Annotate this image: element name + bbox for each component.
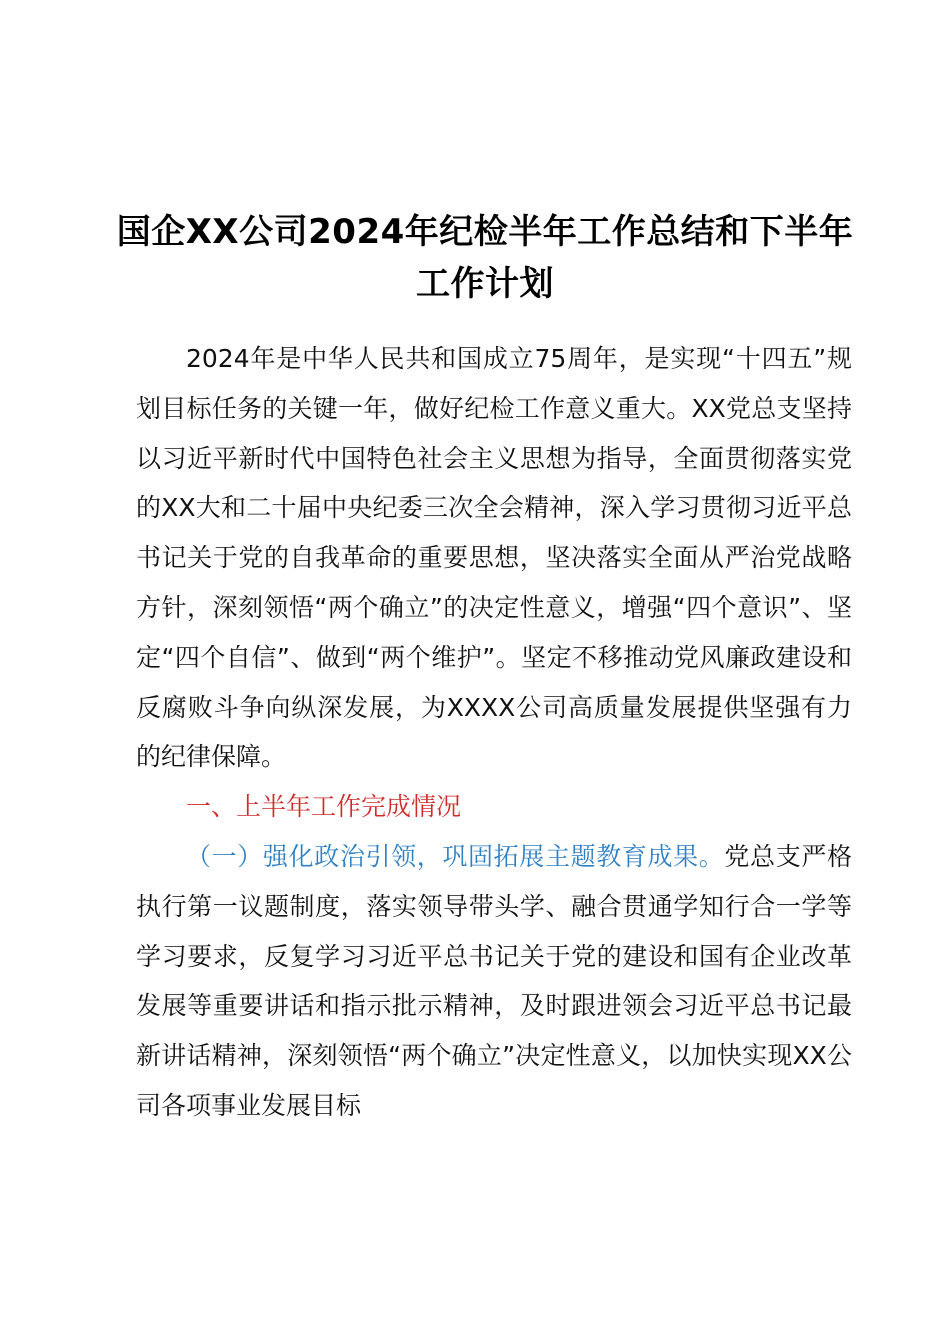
document-body [136,334,852,1131]
intro-paragraph: 2024年是中华人民共和国成立75周年，是实现“十四五”规划目标任务的关键一年，做好纪检工作意义重大。XX党总支坚持以习近平新时代中国特色社会主义思想为指导，全面贯彻落实党的XX大和二十届中央纪委三次全会精神，深入学习贯彻习近平总书记关于党的自我革命的重要思想，坚决落实全面从严治党战略方针，深刻领悟“两个确立”的决定性意义，增强“四个意识”、坚定“四个自信”、做到“两个维护”。坚定不移推动党风廉政建设和反腐败斗争向纵深发展，为XXXX公司高质量发展提供坚强有力的纪律保障。 [136,344,852,772]
document-title: 国企XX公司2024年纪检半年工作总结和下半年工作计划 [116,212,854,304]
subsection-paragraph [136,832,852,1131]
section-heading: 一、上半年工作完成情况 [186,792,462,822]
subsection-text: 党总支严格执行第一议题制度，落实领导带头学、融合贯通学知行合一学等学习要求，反复学习习近平总书记关于党的建设和国有企业改革发展等重要讲话和指示批示精神，及时跟进领会习近平总书记最新讲话精神，深刻领悟“两个确立”决定性意义，以加快实现XX公司各项事业发展目标 [136,841,852,1120]
subsection-heading: （一）强化政治引领，巩固拓展主题教育成果。 [186,841,725,871]
